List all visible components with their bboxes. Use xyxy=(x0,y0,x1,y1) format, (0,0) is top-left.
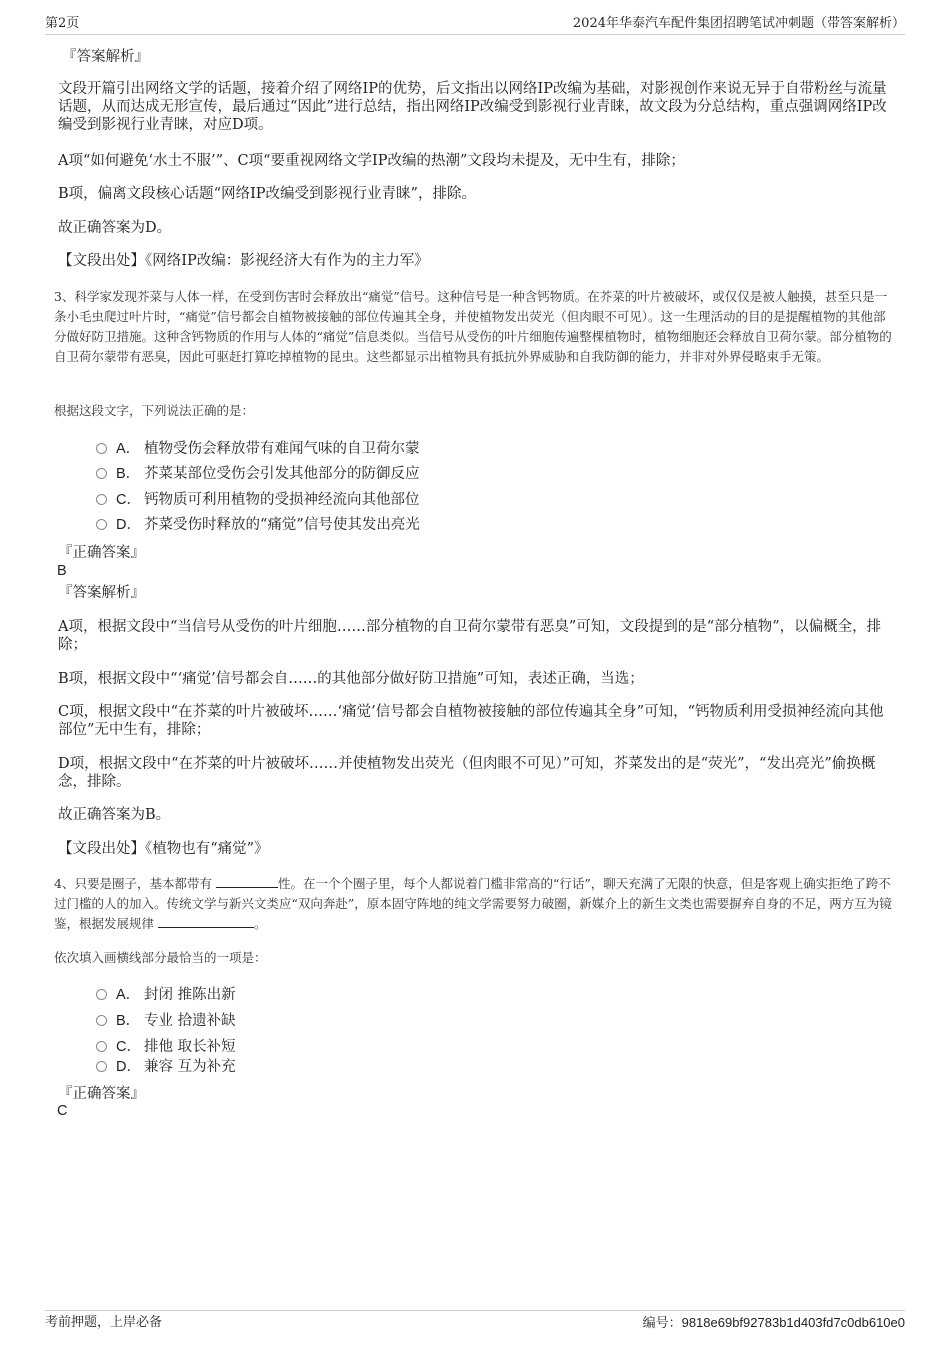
option-text: 植物受伤会释放带有难闻气味的自卫荷尔蒙 xyxy=(144,441,420,457)
q4-option-c[interactable] xyxy=(96,1038,236,1056)
option-letter: B． xyxy=(116,1013,141,1029)
radio-button[interactable] xyxy=(96,443,107,454)
fill-blank-2 xyxy=(158,915,254,928)
radio-button[interactable] xyxy=(96,519,107,530)
radio-button[interactable] xyxy=(96,468,107,479)
option-text: 排他 取长补短 xyxy=(144,1039,236,1055)
q4-option-d[interactable] xyxy=(96,1058,236,1076)
page-header xyxy=(45,14,905,35)
option-text: 芥菜某部位受伤会引发其他部分的防御反应 xyxy=(144,466,420,482)
option-text: 兼容 互为补充 xyxy=(144,1059,236,1075)
q4-answer-label: 『正确答案』 xyxy=(58,1086,145,1102)
q2-analysis-option-b: B项，偏离文段核心话题“网络IP改编受到影视行业青睐”，排除。 xyxy=(58,186,476,202)
q4-stem-part1: 4、只要是圈子，基本都带有 xyxy=(54,876,212,891)
q3-option-d[interactable] xyxy=(96,516,420,534)
page-number: 第2页 xyxy=(45,16,80,31)
q3-source: 【文段出处】《植物也有“痛觉”》 xyxy=(58,841,269,857)
option-text: 专业 拾遗补缺 xyxy=(144,1013,236,1029)
q3-analysis-d: D项，根据文段中“在芥菜的叶片被破坏……并使植物发出荧光（但肉眼不可见）”可知，芥菜发出的是“荧光”，“发出亮光”偷换概念，排除。 xyxy=(58,756,876,790)
q3-analysis-b: B项，根据文段中“‘痛觉’信号都会自……的其他部分做好防卫措施”可知，表述正确，当选； xyxy=(58,671,644,687)
q2-conclusion: 故正确答案为D。 xyxy=(58,220,172,236)
q3-question: 根据这段文字，下列说法正确的是： xyxy=(54,403,255,418)
option-text: 钙物质可利用植物的受损神经流向其他部位 xyxy=(144,492,420,508)
q3-stem: 3、科学家发现芥菜与人体一样，在受到伤害时会释放出“痛觉”信号。这种信号是一种含钙物质。在芥菜的叶片被破坏，或仅仅是被人触摸，甚至只是一条小毛虫爬过叶片时，“痛觉”信号都会自植物被接触的部位传遍其全身，并使植物发出荧光（但肉眼不可见）。这一生理活动的目的是提醒植物的其他部分做好防卫措施。这种含钙物质的作用与人体的“痛觉”信息类似。当信号从受伤的叶片细胞传遍整棵植物时，植物细胞还会释放自卫荷尔蒙。部分植物的自卫荷尔蒙带有恶臭，因此可驱赶打算吃掉植物的昆虫。这些都显示出植物具有抵抗外界威胁和自我防御的能力，并非对外界侵略束手无策。 xyxy=(54,289,892,364)
q4-stem-part3: 。 xyxy=(254,916,267,931)
q3-answer-label: 『正确答案』 xyxy=(58,545,145,561)
q2-analysis-option-ac: A项“如何避免‘水土不服’”、C项“要重视网络文学IP改编的热潮”文段均未提及，无中生有，排除； xyxy=(58,153,685,169)
q4-question: 依次填入画横线部分最恰当的一项是： xyxy=(54,950,267,965)
q4-stem xyxy=(54,874,896,934)
q3-analysis-c: C项，根据文段中“在芥菜的叶片被破坏……‘痛觉’信号都会自植物被接触的部位传遍其全身”可知，“钙物质利用受损神经流向其他部位”无中生有，排除； xyxy=(58,704,884,738)
radio-button[interactable] xyxy=(96,494,107,505)
radio-button[interactable] xyxy=(96,1061,107,1072)
option-letter: D． xyxy=(116,1059,141,1075)
q3-analysis-a: A项，根据文段中“当信号从受伤的叶片细胞……部分植物的自卫荷尔蒙带有恶臭”可知，文段提到的是“部分植物”，以偏概全，排除； xyxy=(58,619,882,653)
fill-blank-1 xyxy=(216,875,278,888)
document-title: 2024年华泰汽车配件集团招聘笔试冲刺题（带答案解析） xyxy=(572,16,905,31)
q3-analysis-label: 『答案解析』 xyxy=(58,585,145,601)
radio-button[interactable] xyxy=(96,1015,107,1026)
q3-answer: B xyxy=(57,563,67,579)
option-letter: A． xyxy=(116,441,141,457)
q3-option-c[interactable] xyxy=(96,491,420,509)
option-letter: C． xyxy=(116,492,141,508)
q4-stem-part2: 性。在一个个圈子里，每个人都说着门槛非常高的“行话”，聊天充满了无限的快意，但是客观上确实拒绝了跨不过门槛的人的加入。传统文学与新兴文类应“双向奔赴”，原本固守阵地的纯文学需要努力破圈，新媒介上的新生文类也需要摒弃自身的不足，两方互为镜鉴，根据发展规律 xyxy=(54,876,892,931)
q4-option-a[interactable] xyxy=(96,986,236,1004)
page-footer xyxy=(45,1310,905,1331)
option-text: 封闭 推陈出新 xyxy=(144,987,236,1003)
q3-option-b[interactable] xyxy=(96,465,420,483)
q3-conclusion: 故正确答案为B。 xyxy=(58,807,171,823)
q2-analysis-label: 『答案解析』 xyxy=(62,49,149,65)
option-letter: C． xyxy=(116,1039,141,1055)
q4-answer: C xyxy=(57,1103,68,1119)
q3-option-a[interactable] xyxy=(96,440,420,458)
code-value: 9818e69bf92783b1d403fd7c0db610e0 xyxy=(681,1315,905,1330)
option-text: 芥菜受伤时释放的“痛觉”信号使其发出亮光 xyxy=(144,517,420,533)
q2-analysis-paragraph: 文段开篇引出网络文学的话题，接着介绍了网络IP的优势，后文指出以网络IP改编为基础，对影视创作来说无异于自带粉丝与流量话题，从而达成无形宣传，最后通过“因此”进行总结，指出网络IP改编受到影视行业青睐，故文段为分总结构，重点强调网络IP改编受到影视行业青睐，对应D项。 xyxy=(58,81,887,133)
document-code xyxy=(643,1312,905,1335)
option-letter: D． xyxy=(116,517,141,533)
code-label: 编号： xyxy=(642,1316,682,1331)
radio-button[interactable] xyxy=(96,989,107,1000)
option-letter: B． xyxy=(116,466,141,482)
q4-option-b[interactable] xyxy=(96,1012,236,1030)
radio-button[interactable] xyxy=(96,1041,107,1052)
q2-source: 【文段出处】《网络IP改编：影视经济大有作为的主力军》 xyxy=(58,253,429,269)
option-letter: A． xyxy=(116,987,141,1003)
footer-slogan: 考前押题，上岸必备 xyxy=(45,1315,163,1330)
